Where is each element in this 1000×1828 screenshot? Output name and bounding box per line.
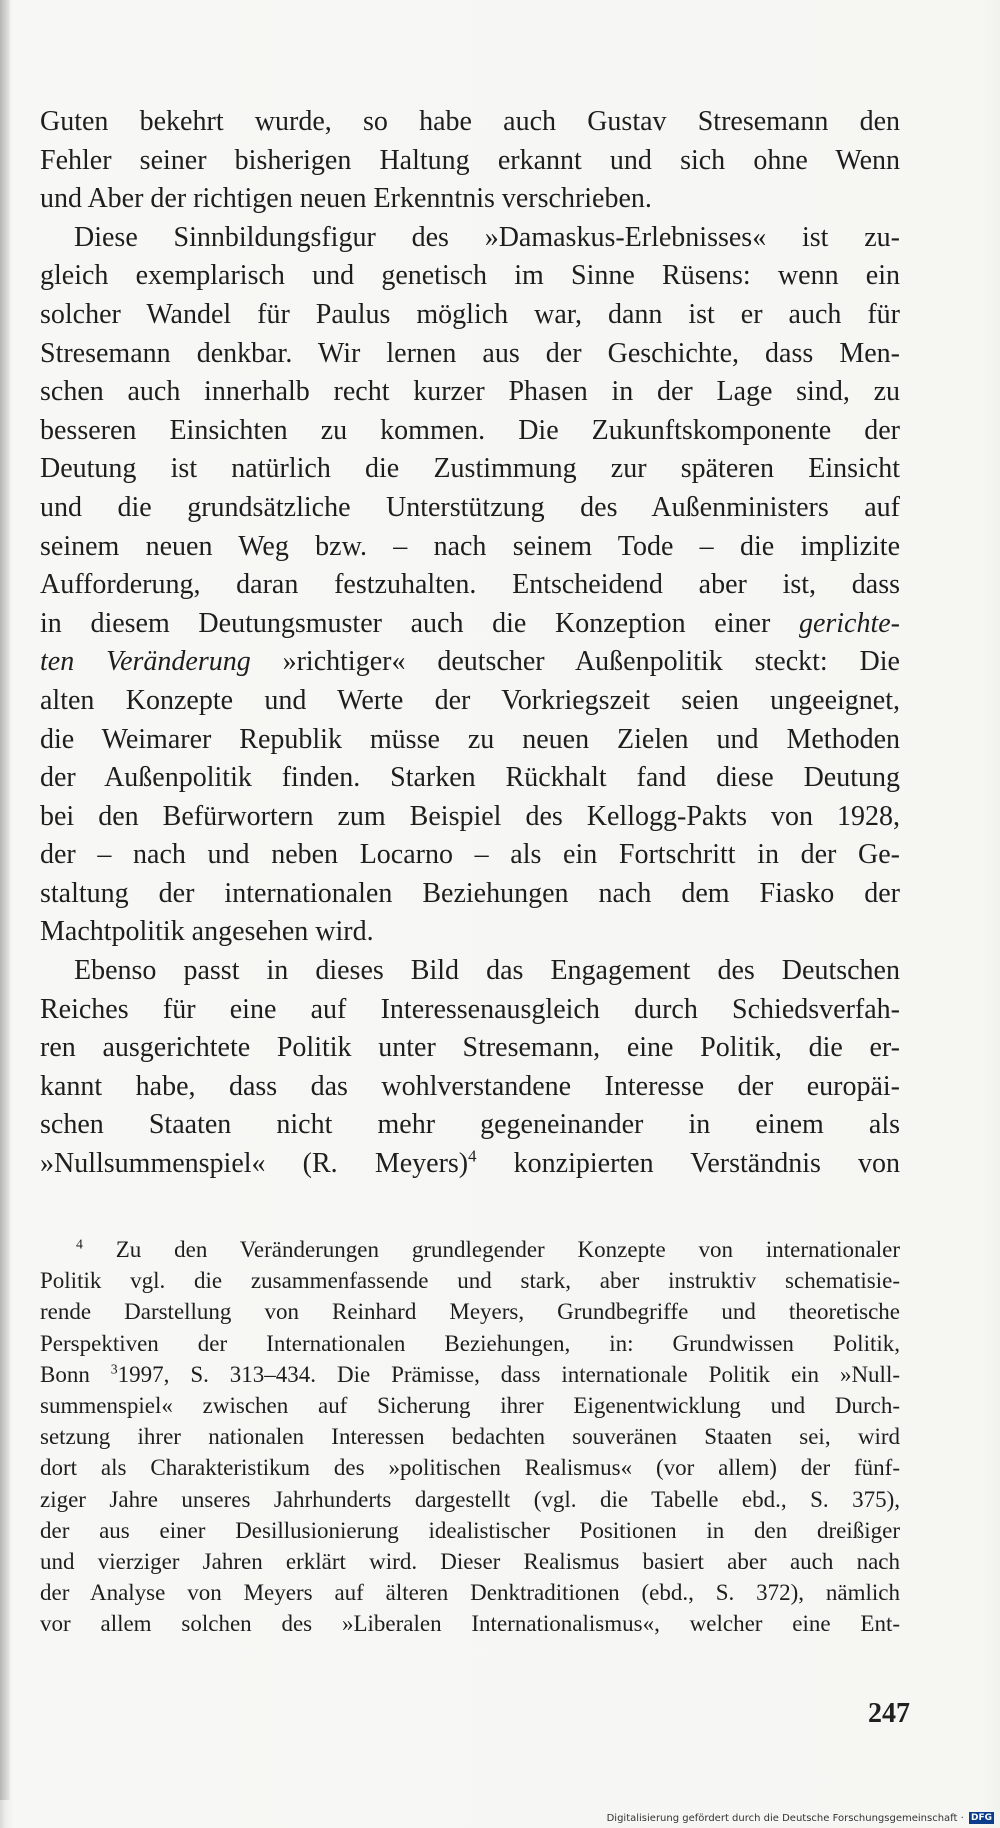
body-line <box>40 643 900 682</box>
footnote-line: dort als Charakteristikum des »politischen Realismus« (vor allem) der fünf- <box>40 1455 900 1481</box>
body-line: Aufforderung, daran festzuhalten. Entscheidend aber ist, dass <box>40 569 900 601</box>
body-line: bei den Befürwortern zum Beispiel des Kellogg-Pakts von 1928, <box>40 800 900 832</box>
body-line: Guten bekehrt wurde, so habe auch Gustav Stresemann den <box>40 106 900 137</box>
line-text: Zu den Veränderungen grundlegender Konzepte von internationaler <box>82 1237 900 1262</box>
footnote-marker: 4 <box>468 1146 477 1166</box>
body-text <box>40 103 900 1184</box>
body-line: ren ausgerichtete Politik unter Stresemann, eine Politik, die er- <box>40 1032 900 1064</box>
body-line: Ebenso passt in dieses Bild das Engagement des Deutschen <box>74 955 900 987</box>
body-line: Diese Sinnbildungsfigur des »Damaskus-Erlebnisses« ist zu- <box>74 221 900 253</box>
body-line: seinem neuen Weg bzw. – nach seinem Tode – die implizite <box>40 530 900 562</box>
line-text: Bonn <box>40 1361 111 1387</box>
footnote-line: setzung ihrer nationalen Interessen bedachten souveränen Staaten sei, wird <box>40 1424 900 1450</box>
body-line: besseren Einsichten zu kommen. Die Zukunftskomponente der <box>40 414 900 446</box>
body-line: Machtpolitik angesehen wird. <box>40 916 374 948</box>
spine-shadow <box>0 0 10 1800</box>
line-text: in diesem Deutungsmuster auch die Konzeption einer <box>40 607 799 639</box>
body-line: alten Konzepte und Werte der Vorkriegszeit seien ungeeignet, <box>40 684 900 716</box>
body-line: der Außenpolitik finden. Starken Rückhalt fand diese Deutung <box>40 762 900 794</box>
body-line: kannt habe, dass das wohlverstandene Interesse der europäi- <box>40 1070 900 1102</box>
footnote-number: 4 <box>76 1236 83 1252</box>
line-text: »Nullsummenspiel« (R. Meyers) <box>40 1148 469 1180</box>
body-line: Fehler seiner bisherigen Haltung erkannt und sich ohne Wenn <box>40 144 900 176</box>
body-line <box>40 605 900 644</box>
italic-term: ten Veränderung <box>40 646 251 678</box>
body-line: die Weimarer Republik müsse zu neuen Zielen und Methoden <box>40 723 900 755</box>
footnote-line: und vierziger Jahren erklärt wird. Dieser Realismus basiert aber auch nach <box>40 1549 900 1575</box>
page-number: 247 <box>868 1698 910 1729</box>
footnote-line: Politik vgl. die zusammenfassende und stark, aber instruktiv schematisie- <box>40 1268 900 1294</box>
credit-text: Digitalisierung gefördert durch die Deutsche Forschungsgemeinschaft · <box>606 1813 964 1824</box>
body-line: und die grundsätzliche Unterstützung des Außenministers auf <box>40 491 900 523</box>
body-line: Stresemann denkbar. Wir lernen aus der Geschichte, dass Men- <box>40 337 900 369</box>
body-line: und Aber der richtigen neuen Erkenntnis verschrieben. <box>40 183 652 215</box>
footnote-block <box>40 1234 900 1640</box>
footnote-line: Perspektiven der Internationalen Beziehungen, in: Grundwissen Politik, <box>40 1330 900 1356</box>
footnote-line: der Analyse von Meyers auf älteren Denktraditionen (ebd., S. 372), nämlich <box>40 1580 900 1606</box>
body-line: gleich exemplarisch und genetisch im Sinne Rüsens: wenn ein <box>40 260 900 292</box>
footnote-line: summenspiel« zwischen auf Sicherung ihrer Eigenentwicklung und Durch- <box>40 1393 900 1419</box>
body-line: schen auch innerhalb recht kurzer Phasen in der Lage sind, zu <box>40 376 900 408</box>
footnote-line <box>40 1234 900 1265</box>
body-line: Deutung ist natürlich die Zustimmung zur späteren Einsicht <box>40 453 900 485</box>
body-line <box>40 1145 900 1184</box>
line-text: »richtiger« deutscher Außenpolitik steckt: Die <box>250 646 900 678</box>
dfg-logo: DFG <box>970 1813 992 1823</box>
footnote-line: der aus einer Desillusionierung idealistischer Positionen in den dreißiger <box>40 1517 900 1543</box>
line-text: 1997, S. 313–434. Die Prämisse, dass internationale Politik ein »Null- <box>117 1361 901 1387</box>
body-line: Reiches für eine auf Interessenausgleich durch Schiedsverfah- <box>40 993 900 1025</box>
footnote-line: rende Darstellung von Reinhard Meyers, Grundbegriffe und theoretische <box>40 1299 900 1325</box>
italic-term: gerichte- <box>798 607 900 639</box>
body-line: schen Staaten nicht mehr gegeneinander in einem als <box>40 1109 900 1141</box>
footnote-line: ziger Jahre unseres Jahrhunderts dargestellt (vgl. die Tabelle ebd., S. 375), <box>40 1486 900 1512</box>
footnote-marker: 3 <box>110 1361 118 1377</box>
footnote-line <box>40 1359 900 1390</box>
body-line: der – nach und neben Locarno – als ein Fortschritt in der Ge- <box>40 839 900 871</box>
digitization-credit <box>607 1812 994 1824</box>
body-line: solcher Wandel für Paulus möglich war, dann ist er auch für <box>40 298 900 330</box>
footnote-line: vor allem solchen des »Liberalen Internationalismus«, welcher eine Ent- <box>40 1611 900 1637</box>
line-text: konzipierten Verständnis von <box>476 1148 901 1180</box>
body-line: staltung der internationalen Beziehungen nach dem Fiasko der <box>40 877 900 909</box>
